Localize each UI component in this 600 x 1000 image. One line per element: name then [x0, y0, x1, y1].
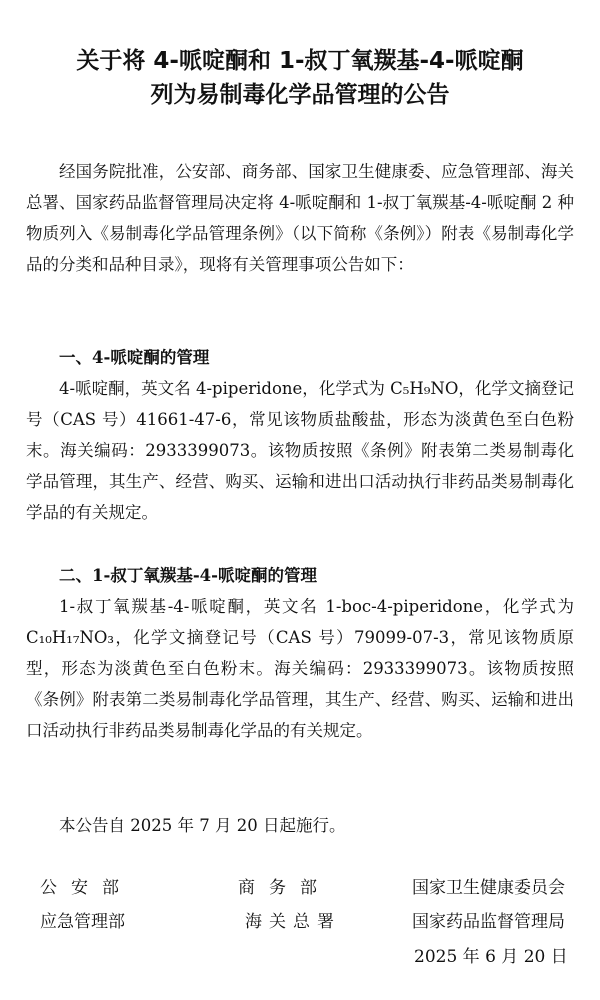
- signature-customs: 海关总署: [245, 912, 341, 932]
- signature-emergency-management: 应急管理部: [40, 912, 125, 932]
- section-2-body: 1-叔丁氧羰基-4-哌啶酮，英文名 1-boc-4-piperidone，化学式为 C₁₀H₁₇NO₃，化学文摘登记号（CAS 号）79099-07-3，常见该物质原型，形态为淡黄色至白色粉末。海关编码：2933399073。该物质按照《条例》附表第二类易制毒化学品管理，其生产、经营、购买、运输和进出口活动执行非药品类易制毒化学品的有关规定。: [26, 597, 574, 740]
- signature-ministry-commerce: 商务部: [238, 878, 331, 898]
- signature-date: 2025 年 6 月 20 日: [414, 947, 568, 967]
- section-2-heading: 二、1-叔丁氧羰基-4-哌啶酮的管理: [59, 566, 318, 585]
- title-line-1: 关于将 4-哌啶酮和 1-叔丁氧羰基-4-哌啶酮: [76, 48, 524, 74]
- signature-ministry-public-security: 公安部: [40, 878, 133, 898]
- signature-health-commission: 国家卫生健康委员会: [412, 878, 565, 898]
- title-line-2: 列为易制毒化学品管理的公告: [150, 82, 450, 108]
- page-title: [20, 44, 580, 112]
- section-1-heading: 一、4-哌啶酮的管理: [59, 348, 210, 367]
- intro-paragraph: 经国务院批准，公安部、商务部、国家卫生健康委、应急管理部、海关总署、国家药品监督管理局决定将 4-哌啶酮和 1-叔丁氧羰基-4-哌啶酮 2 种物质列入《易制毒化学品管理条例》（以下简称《条例》）附表《易制毒化学品的分类和品种目录》，现将有关管理事项公告如下：: [26, 162, 574, 274]
- section-1-body: 4-哌啶酮，英文名 4-piperidone，化学式为 C₅H₉NO，化学文摘登记号（CAS 号）41661-47-6，常见该物质盐酸盐，形态为淡黄色至白色粉末。海关编码：2933399073。该物质按照《条例》附表第二类易制毒化学品管理，其生产、经营、购买、运输和进出口活动执行非药品类易制毒化学品的有关规定。: [26, 379, 574, 522]
- effective-date-statement: 本公告自 2025 年 7 月 20 日起施行。: [59, 816, 346, 835]
- signature-drug-administration: 国家药品监督管理局: [412, 912, 565, 932]
